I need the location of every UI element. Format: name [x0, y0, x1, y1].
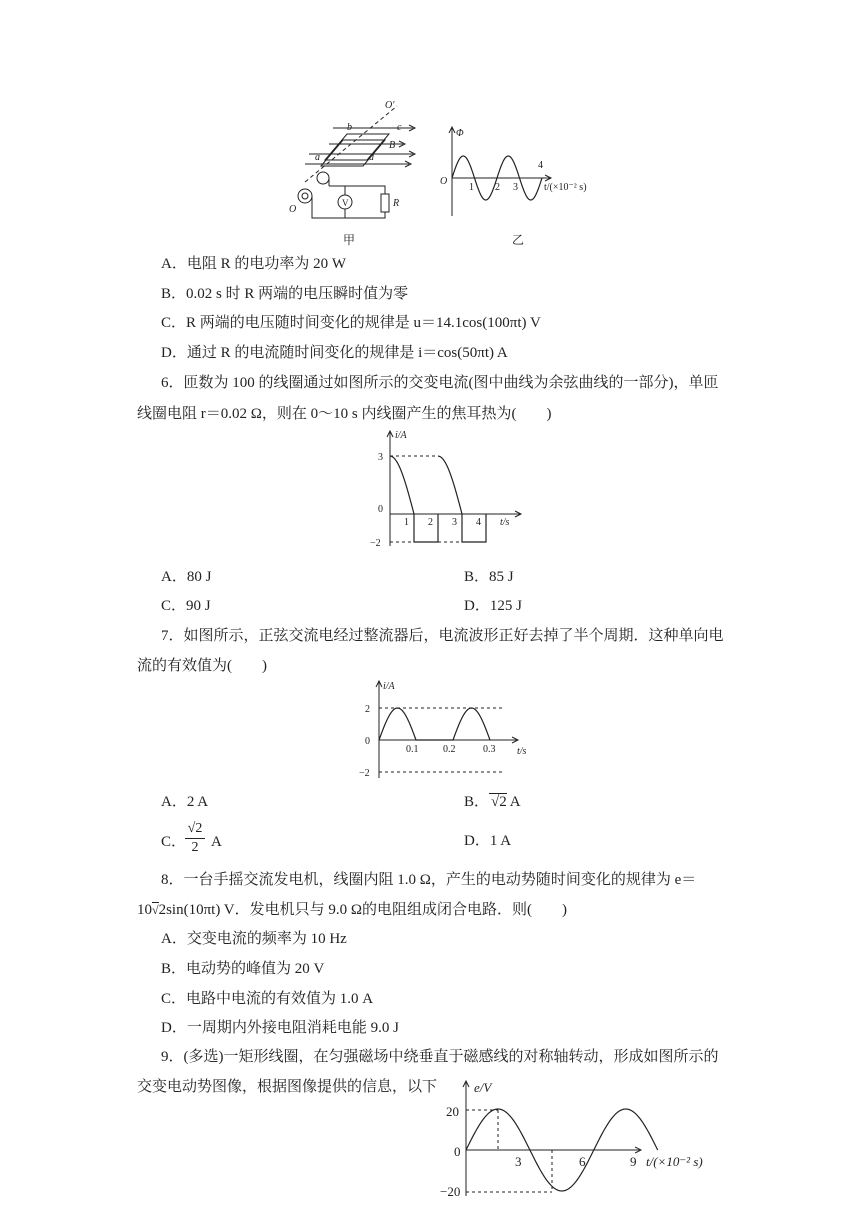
q7-option-a: A．2 A — [161, 794, 209, 810]
figure-q9-emf — [440, 1078, 730, 1202]
q9-ytick-20: 20 — [446, 1104, 459, 1119]
phi-x-axis-label: t/(×10⁻² s) — [544, 182, 587, 193]
q9-xtick-9: 9 — [630, 1154, 637, 1169]
q5-option-b: B．0.02 s 时 R 两端的电压瞬时值为零 — [161, 286, 409, 302]
q6-option-d: D．125 J — [464, 598, 522, 614]
phi-tick-1: 1 — [469, 182, 474, 193]
q6-option-b: B．85 J — [464, 569, 514, 585]
q9-stem-line2: 交变电动势图像，根据图像提供的信息，以下 — [137, 1079, 438, 1095]
figure-yi — [438, 124, 618, 250]
q7-option-c-denominator: 2 — [191, 840, 199, 855]
q6-current-waveform — [390, 456, 486, 542]
q6-ytick-0: 0 — [378, 504, 383, 515]
q5-option-d: D．通过 R 的电流随时间变化的规律是 i＝cos(50πt) A — [161, 345, 508, 361]
figure-q7-current — [355, 678, 540, 782]
q6-stem-line2: 线圈电阻 r＝0.02 Ω，则在 0～10 s 内线圈产生的焦耳热为( ) — [137, 406, 552, 422]
q7-option-c-unit: A — [211, 834, 222, 850]
q9-x-label: t/(×10⁻² s) — [646, 1154, 703, 1169]
q6-xtick-1: 1 — [404, 517, 409, 528]
q5-option-c: C．R 两端的电压随时间变化的规律是 u＝14.1cos(100πt) V — [161, 315, 541, 331]
q7-y-label: i/A — [383, 681, 395, 692]
figure-jia — [285, 98, 425, 248]
q7-ytick-2: 2 — [365, 704, 370, 715]
q8-stem-line1: 8．一台手摇交流发电机，线圈内阻 1.0 Ω，产生的电动势随时间变化的规律为 e＝ — [161, 872, 697, 888]
q8-option-b: B．电动势的峰值为 20 V — [161, 961, 325, 977]
q6-option-a: A．80 J — [161, 569, 212, 585]
q9-xtick-3: 3 — [515, 1154, 522, 1169]
q8-stem-line2: 10√2sin(10πt) V．发电机只与 9.0 Ω的电阻组成闭合电路．则( ) — [137, 902, 568, 918]
q7-option-c-prefix: C． — [161, 834, 187, 850]
q6-xtick-2: 2 — [428, 517, 433, 528]
label-o-prime: O′ — [385, 100, 395, 111]
q6-xtick-4: 4 — [476, 517, 481, 528]
q6-xtick-3: 3 — [452, 517, 457, 528]
phi-tick-2: 2 — [495, 182, 500, 193]
q7-option-b-unit: A — [509, 794, 521, 810]
q9-xtick-6: 6 — [579, 1154, 586, 1169]
q7-xtick-02: 0.2 — [443, 744, 456, 755]
q6-ytick-3: 3 — [378, 452, 383, 463]
q7-stem-line2: 流的有效值为( ) — [137, 658, 267, 674]
q7-ytick-0: 0 — [365, 736, 370, 747]
caption-jia: 甲 — [343, 233, 356, 247]
q7-option-b-sqrt: √2 — [491, 794, 507, 810]
q8-option-a: A．交变电流的频率为 10 Hz — [161, 931, 347, 947]
q7-xtick-03: 0.3 — [483, 744, 496, 755]
figure-q6-current — [360, 426, 540, 556]
phi-origin-label: O — [440, 176, 448, 187]
label-a: a — [315, 152, 320, 163]
q7-option-b-prefix: B． — [464, 794, 490, 810]
phi-tick-4: 4 — [538, 160, 543, 171]
label-d: d — [369, 152, 374, 163]
label-V: V — [342, 198, 349, 208]
q6-ytick-neg2: −2 — [370, 538, 381, 549]
label-c: c — [397, 122, 402, 133]
q6-x-label: t/s — [500, 517, 510, 528]
q7-ytick-neg2: −2 — [359, 768, 370, 779]
q7-xtick-01: 0.1 — [406, 744, 419, 755]
label-O: O — [289, 204, 297, 215]
q6-option-c: C．90 J — [161, 598, 211, 614]
label-B: B — [389, 140, 396, 151]
label-R: R — [393, 198, 400, 209]
phi-tick-3: 3 — [513, 182, 518, 193]
q7-option-d: D．1 A — [464, 833, 512, 849]
q8-option-c: C．电路中电流的有效值为 1.0 A — [161, 991, 374, 1007]
label-b-small: b — [347, 122, 352, 133]
q7-rectified-waveform — [379, 708, 490, 740]
q9-ytick-neg20: −20 — [440, 1184, 461, 1199]
caption-yi: 乙 — [512, 233, 525, 247]
q5-option-a: A．电阻 R 的电功率为 20 W — [161, 256, 346, 272]
q7-stem-line1: 7．如图所示，正弦交流电经过整流器后，电流波形正好去掉了半个周期．这种单向电 — [161, 628, 724, 644]
phi-axis-label: Φ — [456, 128, 464, 139]
q8-option-d: D．一周期内外接电阻消耗电能 9.0 J — [161, 1020, 399, 1036]
q9-y-label: e/V — [474, 1080, 492, 1095]
q7-option-b — [464, 792, 521, 812]
q6-stem-line1: 6．匝数为 100 的线圈通过如图所示的交变电流(图中曲线为余弦曲线的一部分)，单匝 — [161, 375, 719, 391]
q6-y-label: i/A — [395, 430, 407, 441]
q9-stem-line1: 9．(多选)一矩形线圈，在匀强磁场中绕垂直于磁感线的对称轴转动，形成如图所示的 — [161, 1049, 719, 1065]
q7-option-c-numerator: √2 — [185, 820, 205, 839]
q7-x-label: t/s — [517, 746, 527, 757]
q9-ytick-0: 0 — [454, 1144, 461, 1159]
